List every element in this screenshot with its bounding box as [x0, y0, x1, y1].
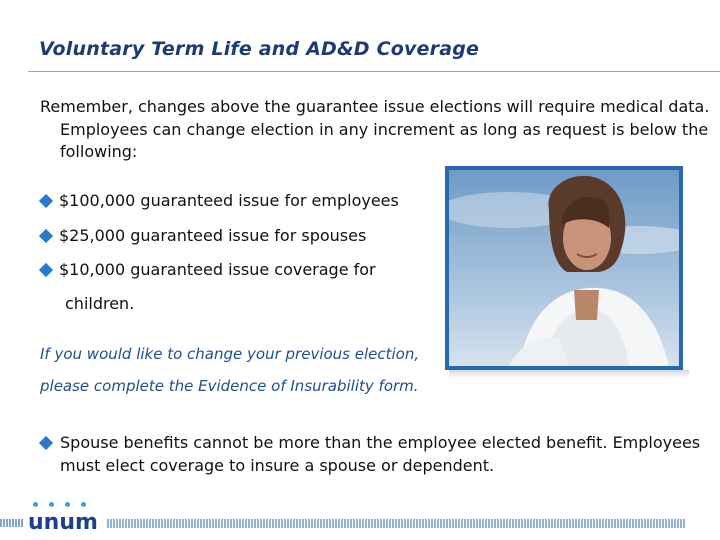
bullet-text: Spouse benefits cannot be more than the employee elected benefit. Employees must elect coverage to insure a spouse or dependent.	[60, 433, 701, 475]
diamond-bullet-icon	[39, 436, 53, 450]
photo-shadow	[449, 370, 689, 378]
bullet-text: $100,000 guaranteed issue for employees	[59, 191, 399, 210]
footer-stripe-left	[0, 519, 24, 527]
logo-dot	[49, 502, 54, 507]
diamond-bullet-icon	[39, 194, 53, 208]
diamond-bullet-icon	[39, 263, 53, 277]
spouse-benefit-bullet	[40, 432, 710, 477]
unum-logo	[28, 508, 98, 534]
logo-dot	[81, 502, 86, 507]
slide-title: Voluntary Term Life and AD&D Coverage	[39, 38, 480, 60]
bullet-text: $10,000 guaranteed issue coverage for	[59, 260, 376, 279]
eoi-note-line-1: If you would like to change your previous election,	[40, 345, 420, 363]
title-divider	[28, 71, 720, 72]
logo-wordmark: unum	[28, 510, 98, 535]
bullet-children-continued: children.	[65, 294, 135, 313]
diamond-bullet-icon	[39, 229, 53, 243]
eoi-note-line-2: please complete the Evidence of Insurability form.	[40, 377, 419, 395]
logo-dot	[33, 502, 38, 507]
woman-photo	[445, 166, 683, 370]
bullet-text: $25,000 guaranteed issue for spouses	[59, 226, 367, 245]
logo-dot	[65, 502, 70, 507]
intro-paragraph: Remember, changes above the guarantee issue elections will require medical data. Employees can change election in any increment as long as request is below the following:	[40, 97, 710, 161]
woman-photo-illustration	[449, 170, 679, 366]
footer-stripe-right	[107, 519, 685, 528]
